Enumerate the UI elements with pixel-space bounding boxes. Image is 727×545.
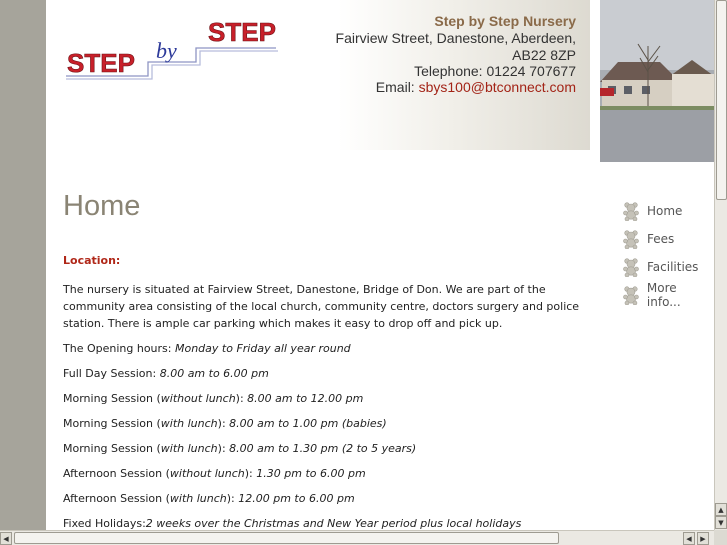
nav-item-fees[interactable] [621,225,714,253]
nav-item-label: Fees [647,232,675,246]
session-qualifier: with lunch [160,442,218,455]
session-time: 8.00 am to 12.00 pm [247,392,364,405]
teddy-bear-icon [621,229,641,249]
session-label: Morning Session ( [63,417,161,430]
session-separator: ): [235,392,248,405]
session-qualifier: without lunch [160,392,236,405]
scrollbar-corner [714,530,727,545]
opening-hours [63,340,583,357]
session-label: Full Day Session: [63,367,160,380]
session-row [63,415,583,432]
session-label: Morning Session ( [63,442,161,455]
arrow-right-icon: ▶ [700,534,706,543]
fixed-holidays [63,515,583,530]
holidays-label: Fixed Holidays: [63,517,146,530]
session-qualifier: with lunch [169,492,227,505]
opening-hours-value: Monday to Friday all year round [174,342,351,355]
session-row [63,440,583,457]
opening-hours-label: The Opening hours: [63,342,175,355]
session-time: 12.00 pm to 6.00 pm [238,492,355,505]
page-title: Home [63,190,141,222]
session-separator: ): [217,417,230,430]
nav-item-label: Facilities [647,260,699,274]
step-by-step-logo[interactable] [64,12,284,82]
nav-item-more-info[interactable] [621,281,714,309]
nav-item-label: Home [647,204,683,218]
horizontal-scrollbar[interactable] [0,530,714,545]
location-heading: Location: [63,254,121,267]
logo-step-right: STEP [208,17,276,47]
horizontal-scroll-thumb[interactable] [14,532,559,544]
session-time: 8.00 am to 6.00 pm [159,367,269,380]
session-qualifier: with lunch [160,417,218,430]
session-qualifier: without lunch [169,467,245,480]
session-time: 8.00 am to 1.00 pm (babies) [229,417,387,430]
arrow-left-icon: ◀ [686,534,692,543]
scroll-right-button[interactable] [697,532,709,545]
email-line [376,79,576,95]
session-row [63,390,583,407]
teddy-bear-icon [621,285,641,305]
teddy-bear-icon [621,201,641,221]
nursery-building-photo [600,0,714,162]
contact-block [335,0,590,150]
arrow-up-icon: ▲ [718,505,724,514]
telephone: Telephone: 01224 707677 [414,63,576,79]
logo-step-left: STEP [67,48,135,78]
address-line-2: AB22 8ZP [512,47,576,63]
nav-item-facilities[interactable] [621,253,714,281]
logo-by: by [156,38,177,63]
scroll-down-button[interactable] [715,516,727,529]
email-label: Email: [375,79,419,95]
nav-item-home[interactable] [621,197,714,225]
scroll-left-button-end[interactable] [683,532,695,545]
location-text: The nursery is situated at Fairview Street, Danestone, Bridge of Don. We are part of the community area consisting of the local church, community centre, doctors surgery and police station. There is ample car parking which makes it easy to drop off and pick up. [63,283,580,330]
session-row [63,465,583,482]
session-time: 8.00 am to 1.30 pm (2 to 5 years) [229,442,417,455]
vertical-scroll-thumb[interactable] [716,0,727,200]
session-separator: ): [244,467,257,480]
side-nav [621,197,714,309]
scroll-left-button[interactable] [0,532,12,545]
session-time: 1.30 pm to 6.00 pm [256,467,366,480]
scroll-up-button[interactable] [715,503,727,516]
session-label: Afternoon Session ( [63,467,170,480]
page [46,0,714,530]
arrow-left-icon: ◀ [3,534,9,543]
nav-item-label: More info... [646,281,681,309]
session-separator: ): [217,442,230,455]
arrow-down-icon: ▼ [718,518,724,527]
address-line-1: Fairview Street, Danestone, Aberdeen, [335,30,576,46]
teddy-bear-icon [621,257,641,277]
session-separator: ): [226,492,239,505]
nursery-name: Step by Step Nursery [434,13,576,29]
session-row [63,490,583,507]
session-row [63,365,583,382]
holidays-value: 2 weeks over the Christmas and New Year period plus local holidays [145,517,522,530]
session-label: Afternoon Session ( [63,492,170,505]
main-content [63,252,583,530]
vertical-scrollbar[interactable] [714,0,727,530]
email-link[interactable]: sbys100@btconnect.com [418,79,576,95]
session-label: Morning Session ( [63,392,161,405]
